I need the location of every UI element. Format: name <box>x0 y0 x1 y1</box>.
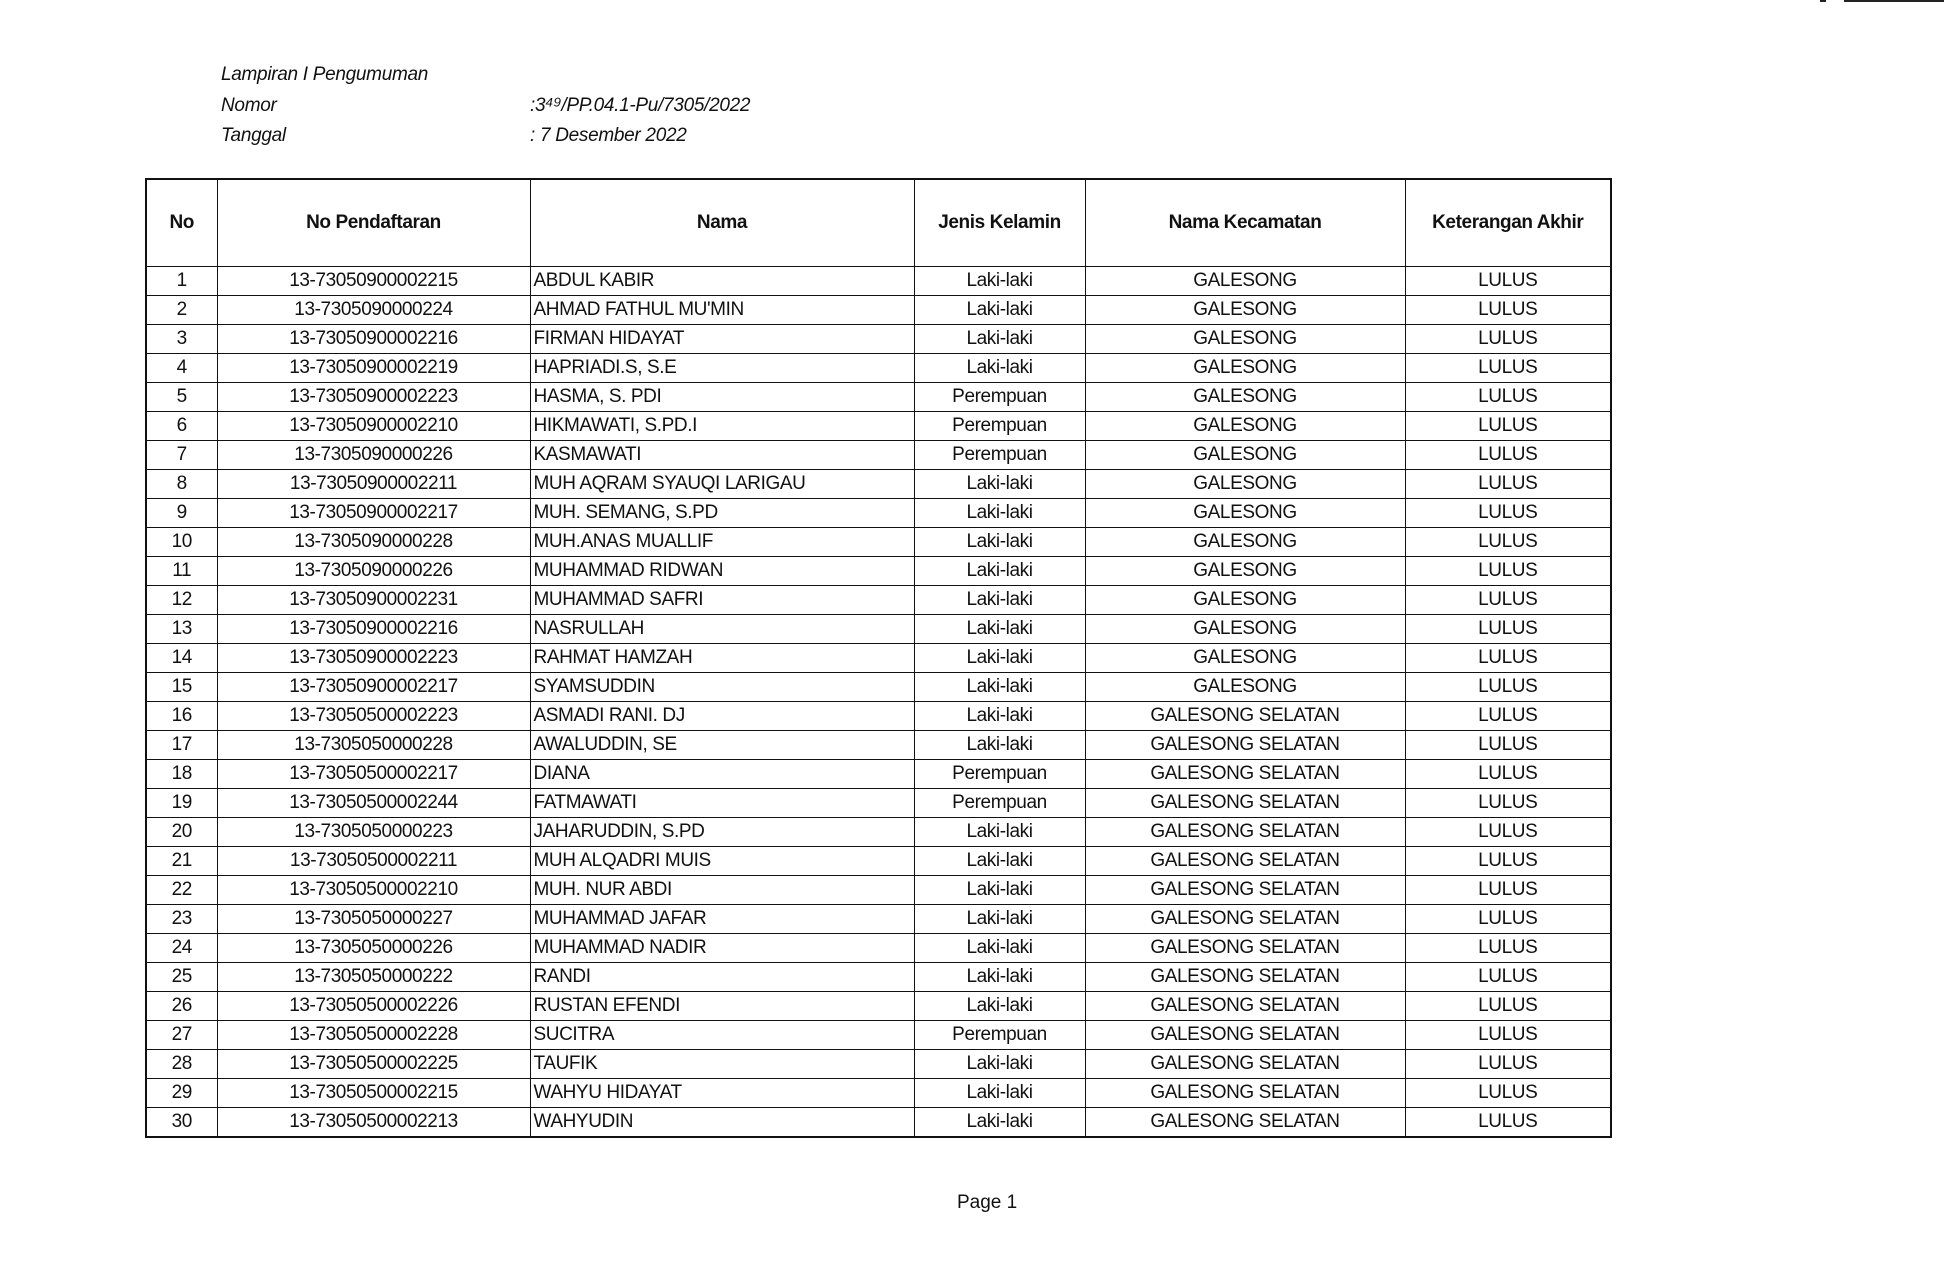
cell-kecamatan: GALESONG SELATAN <box>1085 760 1405 789</box>
cell-no: 24 <box>146 934 217 963</box>
cell-jenis-kelamin: Laki-laki <box>914 528 1085 557</box>
cell-no-pendaftaran: 13-7305090000226 <box>217 557 530 586</box>
cell-nama: MUH. NUR ABDI <box>530 876 914 905</box>
cell-nama: AHMAD FATHUL MU'MIN <box>530 296 914 325</box>
cell-no: 22 <box>146 876 217 905</box>
cell-keterangan: LULUS <box>1405 586 1611 615</box>
cell-no: 14 <box>146 644 217 673</box>
cell-keterangan: LULUS <box>1405 528 1611 557</box>
cell-kecamatan: GALESONG <box>1085 412 1405 441</box>
cell-no-pendaftaran: 13-73050500002226 <box>217 992 530 1021</box>
cell-jenis-kelamin: Laki-laki <box>914 615 1085 644</box>
cell-keterangan: LULUS <box>1405 1108 1611 1138</box>
cell-keterangan: LULUS <box>1405 992 1611 1021</box>
cell-nama: WAHYU HIDAYAT <box>530 1079 914 1108</box>
cell-nama: JAHARUDDIN, S.PD <box>530 818 914 847</box>
cell-kecamatan: GALESONG <box>1085 441 1405 470</box>
cell-nama: MUH. SEMANG, S.PD <box>530 499 914 528</box>
scan-mark <box>1844 0 1944 2</box>
cell-keterangan: LULUS <box>1405 354 1611 383</box>
cell-no: 29 <box>146 1079 217 1108</box>
cell-no: 18 <box>146 760 217 789</box>
cell-no: 8 <box>146 470 217 499</box>
cell-no-pendaftaran: 13-73050900002216 <box>217 615 530 644</box>
cell-no: 1 <box>146 267 217 296</box>
table-row <box>146 731 1611 760</box>
cell-kecamatan: GALESONG <box>1085 673 1405 702</box>
cell-kecamatan: GALESONG <box>1085 499 1405 528</box>
table-row <box>146 441 1611 470</box>
table-row <box>146 789 1611 818</box>
cell-keterangan: LULUS <box>1405 847 1611 876</box>
cell-no-pendaftaran: 13-73050500002211 <box>217 847 530 876</box>
cell-jenis-kelamin: Laki-laki <box>914 731 1085 760</box>
cell-nama: SUCITRA <box>530 1021 914 1050</box>
cell-no-pendaftaran: 13-73050500002228 <box>217 1021 530 1050</box>
cell-no: 6 <box>146 412 217 441</box>
cell-nama: MUH AQRAM SYAUQI LARIGAU <box>530 470 914 499</box>
cell-jenis-kelamin: Perempuan <box>914 383 1085 412</box>
cell-nama: ABDUL KABIR <box>530 267 914 296</box>
table-row <box>146 818 1611 847</box>
cell-no-pendaftaran: 13-73050900002211 <box>217 470 530 499</box>
cell-no-pendaftaran: 13-73050500002223 <box>217 702 530 731</box>
cell-jenis-kelamin: Perempuan <box>914 441 1085 470</box>
col-header-no-pendaftaran: No Pendaftaran <box>217 179 530 267</box>
cell-no-pendaftaran: 13-7305050000222 <box>217 963 530 992</box>
cell-keterangan: LULUS <box>1405 1021 1611 1050</box>
cell-kecamatan: GALESONG SELATAN <box>1085 1050 1405 1079</box>
cell-keterangan: LULUS <box>1405 412 1611 441</box>
cell-no: 19 <box>146 789 217 818</box>
cell-no: 13 <box>146 615 217 644</box>
cell-keterangan: LULUS <box>1405 760 1611 789</box>
cell-no: 3 <box>146 325 217 354</box>
cell-jenis-kelamin: Laki-laki <box>914 296 1085 325</box>
cell-no: 17 <box>146 731 217 760</box>
table-row <box>146 760 1611 789</box>
cell-nama: HASMA, S. PDI <box>530 383 914 412</box>
cell-nama: FATMAWATI <box>530 789 914 818</box>
cell-jenis-kelamin: Laki-laki <box>914 325 1085 354</box>
cell-jenis-kelamin: Perempuan <box>914 412 1085 441</box>
cell-jenis-kelamin: Laki-laki <box>914 847 1085 876</box>
cell-kecamatan: GALESONG <box>1085 586 1405 615</box>
table-row <box>146 499 1611 528</box>
cell-keterangan: LULUS <box>1405 673 1611 702</box>
cell-keterangan: LULUS <box>1405 818 1611 847</box>
cell-keterangan: LULUS <box>1405 296 1611 325</box>
results-table <box>145 178 1612 1138</box>
cell-nama: MUHAMMAD JAFAR <box>530 905 914 934</box>
cell-jenis-kelamin: Laki-laki <box>914 876 1085 905</box>
cell-no-pendaftaran: 13-7305090000226 <box>217 441 530 470</box>
tanggal-value: : 7 Desember 2022 <box>530 125 687 146</box>
cell-no: 21 <box>146 847 217 876</box>
cell-jenis-kelamin: Laki-laki <box>914 1108 1085 1138</box>
table-body <box>146 267 1611 1138</box>
cell-no: 27 <box>146 1021 217 1050</box>
table-row <box>146 296 1611 325</box>
cell-no-pendaftaran: 13-73050900002215 <box>217 267 530 296</box>
table-row <box>146 412 1611 441</box>
cell-keterangan: LULUS <box>1405 702 1611 731</box>
cell-no: 12 <box>146 586 217 615</box>
col-header-no: No <box>146 179 217 267</box>
cell-no: 9 <box>146 499 217 528</box>
cell-jenis-kelamin: Laki-laki <box>914 992 1085 1021</box>
cell-no-pendaftaran: 13-7305090000224 <box>217 296 530 325</box>
cell-jenis-kelamin: Laki-laki <box>914 963 1085 992</box>
cell-no-pendaftaran: 13-73050500002210 <box>217 876 530 905</box>
cell-no: 2 <box>146 296 217 325</box>
col-header-keterangan-akhir: Keterangan Akhir <box>1405 179 1611 267</box>
cell-no: 10 <box>146 528 217 557</box>
cell-nama: HIKMAWATI, S.PD.I <box>530 412 914 441</box>
cell-kecamatan: GALESONG SELATAN <box>1085 905 1405 934</box>
cell-no-pendaftaran: 13-73050500002215 <box>217 1079 530 1108</box>
table-row <box>146 267 1611 296</box>
cell-jenis-kelamin: Laki-laki <box>914 499 1085 528</box>
cell-nama: HAPRIADI.S, S.E <box>530 354 914 383</box>
cell-jenis-kelamin: Laki-laki <box>914 1079 1085 1108</box>
cell-kecamatan: GALESONG SELATAN <box>1085 876 1405 905</box>
cell-nama: WAHYUDIN <box>530 1108 914 1138</box>
cell-no-pendaftaran: 13-73050900002216 <box>217 325 530 354</box>
cell-kecamatan: GALESONG <box>1085 354 1405 383</box>
cell-nama: RAHMAT HAMZAH <box>530 644 914 673</box>
cell-no-pendaftaran: 13-73050900002217 <box>217 499 530 528</box>
cell-kecamatan: GALESONG <box>1085 470 1405 499</box>
cell-no: 25 <box>146 963 217 992</box>
cell-keterangan: LULUS <box>1405 441 1611 470</box>
cell-kecamatan: GALESONG SELATAN <box>1085 963 1405 992</box>
cell-keterangan: LULUS <box>1405 644 1611 673</box>
table-row <box>146 847 1611 876</box>
cell-kecamatan: GALESONG SELATAN <box>1085 789 1405 818</box>
cell-no: 28 <box>146 1050 217 1079</box>
cell-no-pendaftaran: 13-7305090000228 <box>217 528 530 557</box>
cell-no: 15 <box>146 673 217 702</box>
col-header-nama-kecamatan: Nama Kecamatan <box>1085 179 1405 267</box>
table-row <box>146 876 1611 905</box>
cell-keterangan: LULUS <box>1405 325 1611 354</box>
lampiran-label: Lampiran I Pengumuman <box>221 64 429 85</box>
cell-no-pendaftaran: 13-73050900002231 <box>217 586 530 615</box>
cell-no-pendaftaran: 13-73050500002244 <box>217 789 530 818</box>
table-header-row <box>146 179 1611 267</box>
cell-no-pendaftaran: 13-73050900002210 <box>217 412 530 441</box>
cell-kecamatan: GALESONG SELATAN <box>1085 992 1405 1021</box>
table-row <box>146 992 1611 1021</box>
cell-nama: MUH.ANAS MUALLIF <box>530 528 914 557</box>
cell-nama: MUHAMMAD SAFRI <box>530 586 914 615</box>
cell-no: 23 <box>146 905 217 934</box>
cell-kecamatan: GALESONG SELATAN <box>1085 847 1405 876</box>
cell-nama: RUSTAN EFENDI <box>530 992 914 1021</box>
cell-keterangan: LULUS <box>1405 876 1611 905</box>
cell-kecamatan: GALESONG <box>1085 528 1405 557</box>
cell-no: 4 <box>146 354 217 383</box>
cell-nama: MUHAMMAD RIDWAN <box>530 557 914 586</box>
cell-nama: ASMADI RANI. DJ <box>530 702 914 731</box>
cell-no: 26 <box>146 992 217 1021</box>
scan-mark <box>1820 0 1826 2</box>
nomor-label: Nomor <box>221 95 277 116</box>
cell-nama: NASRULLAH <box>530 615 914 644</box>
cell-no-pendaftaran: 13-73050900002217 <box>217 673 530 702</box>
nomor-value: :3⁴⁹/PP.04.1-Pu/7305/2022 <box>530 95 751 116</box>
col-header-jenis-kelamin: Jenis Kelamin <box>914 179 1085 267</box>
cell-jenis-kelamin: Laki-laki <box>914 267 1085 296</box>
cell-keterangan: LULUS <box>1405 615 1611 644</box>
cell-no-pendaftaran: 13-73050500002213 <box>217 1108 530 1138</box>
cell-nama: MUH ALQADRI MUIS <box>530 847 914 876</box>
cell-nama: KASMAWATI <box>530 441 914 470</box>
table-row <box>146 702 1611 731</box>
cell-jenis-kelamin: Laki-laki <box>914 702 1085 731</box>
cell-nama: RANDI <box>530 963 914 992</box>
cell-kecamatan: GALESONG SELATAN <box>1085 731 1405 760</box>
cell-keterangan: LULUS <box>1405 1079 1611 1108</box>
cell-kecamatan: GALESONG <box>1085 383 1405 412</box>
table-row <box>146 644 1611 673</box>
cell-no-pendaftaran: 13-73050900002223 <box>217 644 530 673</box>
cell-kecamatan: GALESONG SELATAN <box>1085 1108 1405 1138</box>
table-row <box>146 615 1611 644</box>
cell-kecamatan: GALESONG SELATAN <box>1085 1021 1405 1050</box>
cell-keterangan: LULUS <box>1405 789 1611 818</box>
table-row <box>146 1050 1611 1079</box>
cell-nama: FIRMAN HIDAYAT <box>530 325 914 354</box>
cell-no-pendaftaran: 13-7305050000226 <box>217 934 530 963</box>
tanggal-label: Tanggal <box>221 125 286 146</box>
table-row <box>146 963 1611 992</box>
table-row <box>146 1021 1611 1050</box>
table-row <box>146 673 1611 702</box>
cell-kecamatan: GALESONG <box>1085 296 1405 325</box>
col-header-nama: Nama <box>530 179 914 267</box>
cell-keterangan: LULUS <box>1405 934 1611 963</box>
cell-kecamatan: GALESONG <box>1085 644 1405 673</box>
cell-jenis-kelamin: Laki-laki <box>914 354 1085 383</box>
table-row <box>146 557 1611 586</box>
cell-jenis-kelamin: Perempuan <box>914 789 1085 818</box>
cell-no-pendaftaran: 13-73050500002217 <box>217 760 530 789</box>
cell-no-pendaftaran: 13-7305050000223 <box>217 818 530 847</box>
table-row <box>146 1079 1611 1108</box>
cell-jenis-kelamin: Laki-laki <box>914 557 1085 586</box>
table-row <box>146 905 1611 934</box>
table-row <box>146 354 1611 383</box>
cell-kecamatan: GALESONG SELATAN <box>1085 934 1405 963</box>
table-row <box>146 528 1611 557</box>
cell-keterangan: LULUS <box>1405 963 1611 992</box>
cell-kecamatan: GALESONG <box>1085 557 1405 586</box>
cell-nama: AWALUDDIN, SE <box>530 731 914 760</box>
cell-no: 11 <box>146 557 217 586</box>
cell-jenis-kelamin: Laki-laki <box>914 818 1085 847</box>
cell-no: 5 <box>146 383 217 412</box>
page-number: Page 1 <box>957 1192 1018 1213</box>
table-row <box>146 586 1611 615</box>
cell-keterangan: LULUS <box>1405 1050 1611 1079</box>
cell-keterangan: LULUS <box>1405 267 1611 296</box>
cell-keterangan: LULUS <box>1405 383 1611 412</box>
cell-no-pendaftaran: 13-73050500002225 <box>217 1050 530 1079</box>
cell-no-pendaftaran: 13-73050900002219 <box>217 354 530 383</box>
cell-keterangan: LULUS <box>1405 905 1611 934</box>
cell-kecamatan: GALESONG SELATAN <box>1085 1079 1405 1108</box>
cell-no-pendaftaran: 13-7305050000228 <box>217 731 530 760</box>
cell-jenis-kelamin: Laki-laki <box>914 673 1085 702</box>
cell-no: 20 <box>146 818 217 847</box>
table-row <box>146 1108 1611 1138</box>
cell-no: 16 <box>146 702 217 731</box>
cell-nama: SYAMSUDDIN <box>530 673 914 702</box>
table-row <box>146 470 1611 499</box>
cell-kecamatan: GALESONG SELATAN <box>1085 702 1405 731</box>
cell-kecamatan: GALESONG <box>1085 325 1405 354</box>
cell-nama: DIANA <box>530 760 914 789</box>
cell-no-pendaftaran: 13-7305050000227 <box>217 905 530 934</box>
cell-kecamatan: GALESONG SELATAN <box>1085 818 1405 847</box>
cell-nama: MUHAMMAD NADIR <box>530 934 914 963</box>
cell-jenis-kelamin: Perempuan <box>914 1021 1085 1050</box>
cell-no-pendaftaran: 13-73050900002223 <box>217 383 530 412</box>
cell-keterangan: LULUS <box>1405 499 1611 528</box>
cell-jenis-kelamin: Laki-laki <box>914 470 1085 499</box>
cell-nama: TAUFIK <box>530 1050 914 1079</box>
cell-jenis-kelamin: Laki-laki <box>914 1050 1085 1079</box>
cell-jenis-kelamin: Perempuan <box>914 760 1085 789</box>
cell-jenis-kelamin: Laki-laki <box>914 934 1085 963</box>
cell-kecamatan: GALESONG <box>1085 615 1405 644</box>
cell-jenis-kelamin: Laki-laki <box>914 586 1085 615</box>
cell-keterangan: LULUS <box>1405 470 1611 499</box>
cell-keterangan: LULUS <box>1405 557 1611 586</box>
table-row <box>146 325 1611 354</box>
cell-no: 7 <box>146 441 217 470</box>
cell-jenis-kelamin: Laki-laki <box>914 644 1085 673</box>
cell-jenis-kelamin: Laki-laki <box>914 905 1085 934</box>
cell-keterangan: LULUS <box>1405 731 1611 760</box>
table-row <box>146 383 1611 412</box>
cell-no: 30 <box>146 1108 217 1138</box>
table-row <box>146 934 1611 963</box>
cell-kecamatan: GALESONG <box>1085 267 1405 296</box>
